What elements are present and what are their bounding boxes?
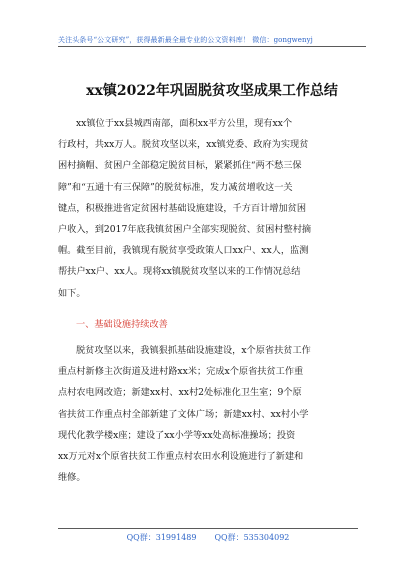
document-title: xx镇2022年巩固脱贫攻坚成果工作总结	[86, 83, 338, 99]
intro-line: 障”和“五通十有三保障”的脱贫标准，发力减贫增收这一关	[58, 181, 293, 193]
footer-qq-group-2: QQ群：535304092	[214, 533, 290, 542]
footer-divider	[58, 528, 358, 529]
intro-line: 困村摘帽、贫困户全部稳定脱贫目标，紧紧抓住“两不愁三保	[58, 160, 302, 172]
footer-qq-group-1: QQ群：31991489	[126, 533, 197, 542]
section1-line: 点村农电网改造；新建xx村、xx村2处标准化卫生室；9个原	[58, 387, 302, 399]
section1-line: 脱贫攻坚以来，我镇狠抓基础设施建设，x个原省扶贫工作	[76, 345, 311, 356]
intro-line: xx镇位于xx县城西南部，面积xx平方公里，现有xx个	[76, 118, 293, 129]
header-divider	[58, 46, 366, 47]
footer	[58, 532, 358, 543]
intro-line: 如下。	[58, 287, 86, 299]
section1-line: xx万元对x个原省扶贫工作重点村农田水利设施进行了新建和	[58, 450, 304, 462]
header-promo-text: 关注头条号“公文研究”，获得最新最全最专业的公文资料库！ 微信：gongwenyj	[58, 36, 313, 44]
intro-line: 户收入，到2017年底我镇贫困户全部实现脱贫、贫困村整村摘	[58, 223, 312, 235]
section1-line: 重点村新修主次街道及进村路xx米；完成x个原省扶贫工作重	[58, 366, 304, 378]
section1-line: 维修。	[58, 472, 86, 484]
section1-line: 省扶贫工作重点村全部新建了文体广场；新建xx村、xx村小学	[58, 408, 309, 420]
intro-line: 行政村，共xx万人。脱贫攻坚以来，xx镇党委、政府为实现贫	[58, 139, 309, 151]
section1-line: 现代化教学楼x座；建设了xx小学等xx处高标准操场；投资	[58, 429, 296, 441]
intro-line: 帮扶户xx户、xx人。现将xx镇脱贫攻坚以来的工作情况总结	[58, 266, 301, 278]
intro-line: 帽。截至目前，我镇现有脱贫享受政策人口xx户、xx人，监测	[58, 245, 309, 257]
section1-paragraph	[58, 340, 358, 488]
intro-line: 键点，积极推进省定贫困村基础设施建设，千方百计增加贫困	[58, 202, 307, 214]
section-heading: 一、基础设施持续改善	[76, 319, 168, 330]
intro-paragraph	[58, 113, 358, 304]
